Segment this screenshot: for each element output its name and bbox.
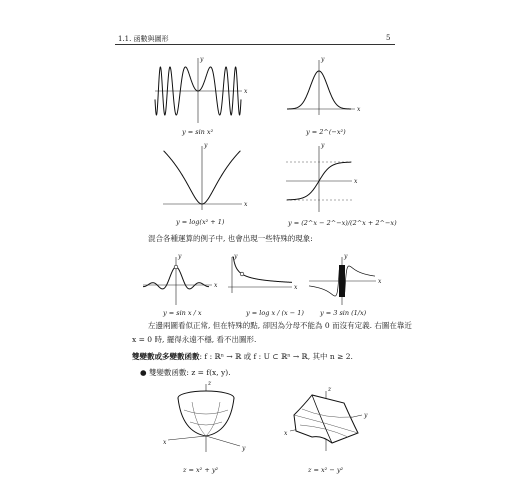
- graph-saddle: [282, 385, 377, 460]
- axis-label-y: y: [200, 56, 204, 63]
- axis-label-x: x: [378, 278, 382, 285]
- axis-label-z: z: [208, 380, 212, 387]
- graph-sinc: [140, 253, 220, 308]
- graph-gaussian: [283, 55, 368, 125]
- section-heading: [132, 351, 353, 362]
- paragraph-line-1: 左邊兩圖看似正常, 但在特殊的點, 卻因為分母不能為 0 而沒有定義. 右圖在靠近: [148, 321, 412, 330]
- graph-sin-x-squared: [150, 55, 250, 125]
- section-text: : f : ℝⁿ → ℝ 或 f : U ⊂ ℝⁿ → ℝ, 其中 n ≥ 2.: [199, 352, 353, 361]
- intro-text: 混合各種運算的例子中, 也會出現一些特殊的現象:: [148, 234, 313, 243]
- axis-label-x: x: [284, 430, 288, 437]
- header-rule: [115, 44, 395, 45]
- axis-label-z: z: [328, 386, 332, 393]
- axis-label-x: x: [244, 88, 248, 95]
- axis-label-y: y: [364, 412, 368, 419]
- bullet-text: 雙變數函數: z = f(x, y).: [148, 368, 231, 377]
- caption-log: y = log(x² + 1): [176, 218, 225, 226]
- caption-sin-x-squared: y = sin x²: [182, 128, 214, 136]
- axis-label-y: y: [242, 445, 246, 452]
- caption-logx-ratio: y = log x / (x − 1): [246, 309, 304, 317]
- axis-label-y: y: [204, 142, 208, 149]
- paragraph-line-2: x = 0 時, 擺得永遠不穩, 看不出圖形.: [132, 335, 257, 344]
- axis-label-x: x: [354, 178, 358, 185]
- graph-tanh: [282, 140, 367, 215]
- axis-label-x: x: [357, 106, 361, 113]
- graph-log: [160, 140, 250, 215]
- caption-sinc: y = sin x / x: [163, 309, 202, 317]
- axis-label-y: y: [321, 56, 325, 63]
- caption-paraboloid: z = x² + y²: [183, 466, 219, 474]
- axis-label-y: y: [321, 142, 325, 149]
- bullet-dot: ●: [140, 368, 149, 377]
- caption-gaussian: y = 2^(−x²): [306, 128, 346, 136]
- axis-label-x: x: [244, 201, 248, 208]
- page-number: 5: [386, 34, 391, 42]
- axis-label-x: x: [163, 439, 167, 446]
- caption-tanh: y = (2^x − 2^−x)/(2^x + 2^−x): [288, 219, 397, 227]
- running-header: 1.1. 函數與圖形: [118, 35, 169, 43]
- axis-label-y: y: [234, 253, 238, 260]
- caption-sin-reciprocal: y = 3 sin (1/x): [320, 309, 367, 317]
- graph-sin-reciprocal: [306, 253, 386, 308]
- axis-label-y: y: [344, 253, 348, 260]
- section-title: 雙變數或多變數函數: [132, 352, 200, 361]
- bullet-item: [140, 367, 231, 378]
- axis-label-x: x: [214, 282, 218, 289]
- graph-logx-ratio: [222, 253, 302, 308]
- graph-paraboloid: [160, 380, 250, 460]
- axis-label-y: y: [178, 253, 182, 260]
- caption-saddle: z = x² − y²: [308, 466, 344, 474]
- axis-label-x: x: [294, 284, 298, 291]
